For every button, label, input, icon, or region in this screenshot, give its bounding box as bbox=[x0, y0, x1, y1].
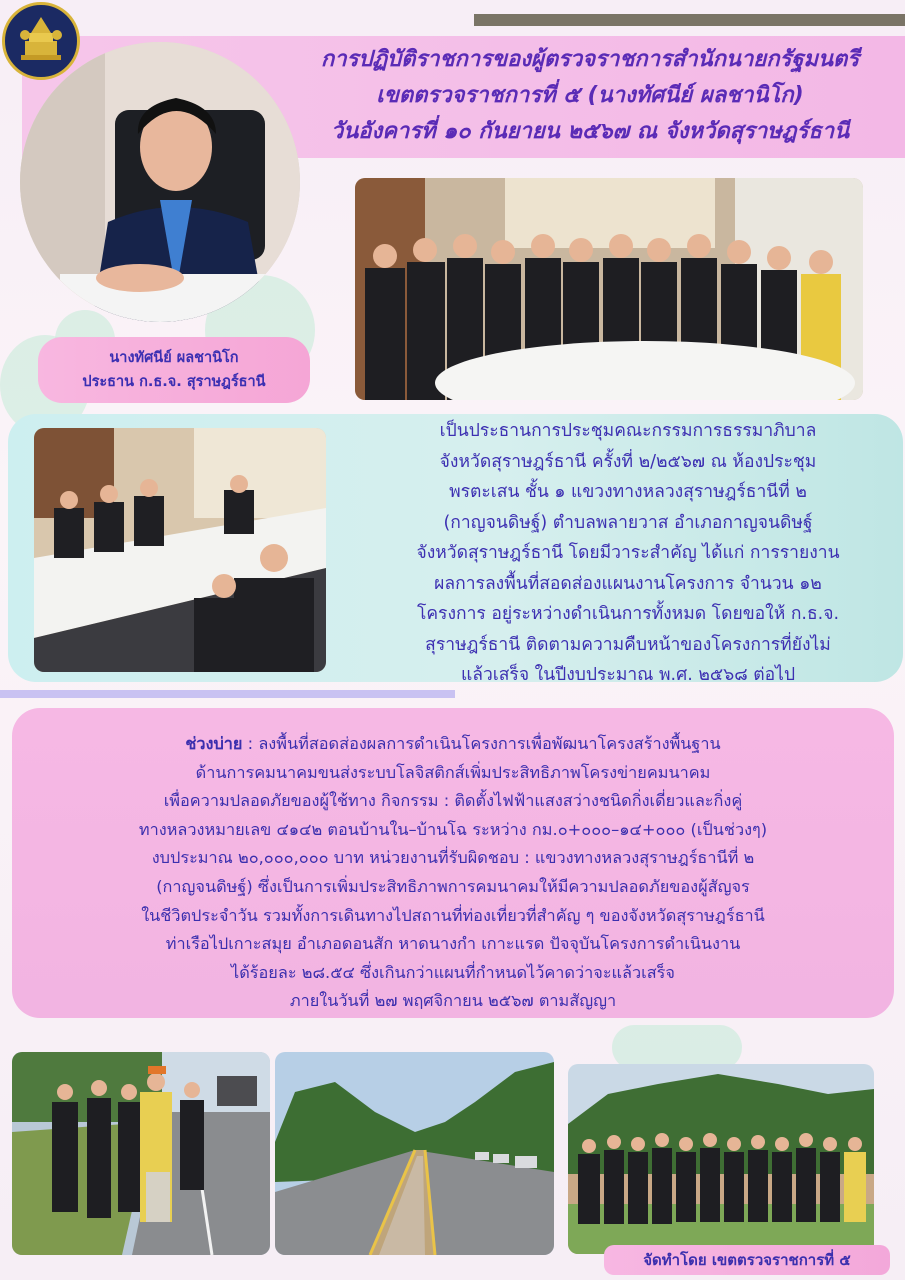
paragraph-line: (กาญจนดิษฐ์) ซึ่งเป็นการเพิ่มประสิทธิภาพการคมนาคมให้มีความปลอดภัยของผู้สัญจร bbox=[156, 876, 750, 896]
afternoon-lead: ช่วงบ่าย bbox=[185, 734, 243, 753]
paragraph-line: ภายในวันที่ ๒๗ พฤศจิกายน ๒๕๖๗ ตามสัญญา bbox=[289, 991, 617, 1011]
meeting-paragraph bbox=[358, 416, 898, 691]
paragraph-line: สุราษฎร์ธานี ติดตามความคืบหน้าของโครงการที่ยังไม่ bbox=[425, 634, 831, 655]
paragraph-line: แล้วเสร็จ ในปีงบประมาณ พ.ศ. ๒๕๖๘ ต่อไป bbox=[460, 665, 796, 685]
group-photo-meeting-room bbox=[355, 178, 863, 400]
person-name: นางทัศนีย์ ผลชานิโก bbox=[109, 350, 239, 366]
paragraph-line: พรตะเสน ชั้น ๑ แขวงทางหลวงสุราษฎร์ธานีที่ ๒ bbox=[449, 482, 807, 502]
paragraph-line bbox=[20, 730, 886, 759]
roadside-inspection-photo bbox=[12, 1052, 270, 1255]
title-line-3: วันอังคารที่ ๑๐ กันยายน ๒๕๖๗ ณ จังหวัดสุราษฎร์ธานี bbox=[330, 119, 850, 144]
paragraph-line: ได้ร้อยละ ๒๘.๕๔ ซึ่งเกินกว่าแผนที่กำหนดไว้คาดว่าจะแล้วเสร็จ bbox=[231, 962, 675, 982]
credit-label: จัดทำโดย เขตตรวจราชการที่ ๕ bbox=[604, 1245, 890, 1275]
title-line-1: การปฏิบัติราชการของผู้ตรวจราชการสำนักนายกรัฐมนตรี bbox=[320, 47, 860, 72]
paragraph-line: เป็นประธานการประชุมคณะกรรมการธรรมาภิบาล bbox=[439, 421, 817, 441]
top-decorative-bar bbox=[474, 14, 905, 26]
site-group-photo bbox=[568, 1064, 874, 1254]
name-tag bbox=[38, 337, 310, 403]
section-divider bbox=[0, 690, 455, 698]
afternoon-line-1: : ลงพื้นที่สอดส่องผลการดำเนินโครงการเพื่อพัฒนาโครงสร้างพื้นฐาน bbox=[242, 734, 721, 753]
paragraph-line: ท่าเรือไปเกาะสมุย อำเภอดอนสัก หาดนางกำ เกาะแรด ปัจจุบันโครงการดำเนินงาน bbox=[165, 934, 741, 954]
page-title bbox=[280, 42, 900, 150]
paragraph-line: ในชีวิตประจำวัน รวมทั้งการเดินทางไปสถานที่ท่องเที่ยวที่สำคัญ ๆ ของจังหวัดสุราษฎร์ธานี bbox=[141, 905, 765, 925]
agency-logo bbox=[2, 2, 80, 80]
paragraph-line: จังหวัดสุราษฎร์ธานี ครั้งที่ ๒/๒๕๖๗ ณ ห้องประชุม bbox=[439, 451, 817, 472]
paragraph-line: เพื่อความปลอดภัยของผู้ใช้ทาง กิจกรรม : ติดตั้งไฟฟ้าแสงสว่างชนิดกิ่งเดี่ยวและกิ่งคู่ bbox=[163, 791, 743, 811]
meeting-table-photo bbox=[34, 428, 326, 672]
person-position: ประธาน ก.ธ.จ. สุราษฎร์ธานี bbox=[82, 374, 266, 390]
paragraph-line: โครงการ อยู่ระหว่างดำเนินการทั้งหมด โดยขอให้ ก.ธ.จ. bbox=[416, 604, 840, 624]
afternoon-paragraph bbox=[20, 730, 886, 1016]
paragraph-line: จังหวัดสุราษฎร์ธานี โดยมีวาระสำคัญ ได้แก่ การรายงาน bbox=[416, 543, 840, 563]
emblem-icon bbox=[11, 11, 71, 71]
paragraph-line: งบประมาณ ๒๐,๐๐๐,๐๐๐ บาท หน่วยงานที่รับผิดชอบ : แขวงทางหลวงสุราษฎร์ธานีที่ ๒ bbox=[151, 848, 755, 868]
paragraph-line: ทางหลวงหมายเลข ๔๑๔๒ ตอนบ้านใน–บ้านโฉ ระหว่าง กม.๐+๐๐๐–๑๔+๐๐๐ (เป็นช่วงๆ) bbox=[138, 819, 768, 839]
paragraph-line: ผลการลงพื้นที่สอดส่องแผนงานโครงการ จำนวน ๑๒ bbox=[434, 573, 822, 594]
portrait-photo bbox=[20, 42, 300, 322]
highway-photo bbox=[275, 1052, 554, 1255]
paragraph-line: ด้านการคมนาคมขนส่งระบบโลจิสติกส์เพิ่มประสิทธิภาพโครงข่ายคมนาคม bbox=[195, 762, 711, 782]
paragraph-line: (กาญจนดิษฐ์) ตำบลพลายวาส อำเภอกาญจนดิษฐ์ bbox=[443, 512, 813, 533]
title-line-2: เขตตรวจราชการที่ ๕ (นางทัศนีย์ ผลชานิโก) bbox=[376, 83, 804, 108]
